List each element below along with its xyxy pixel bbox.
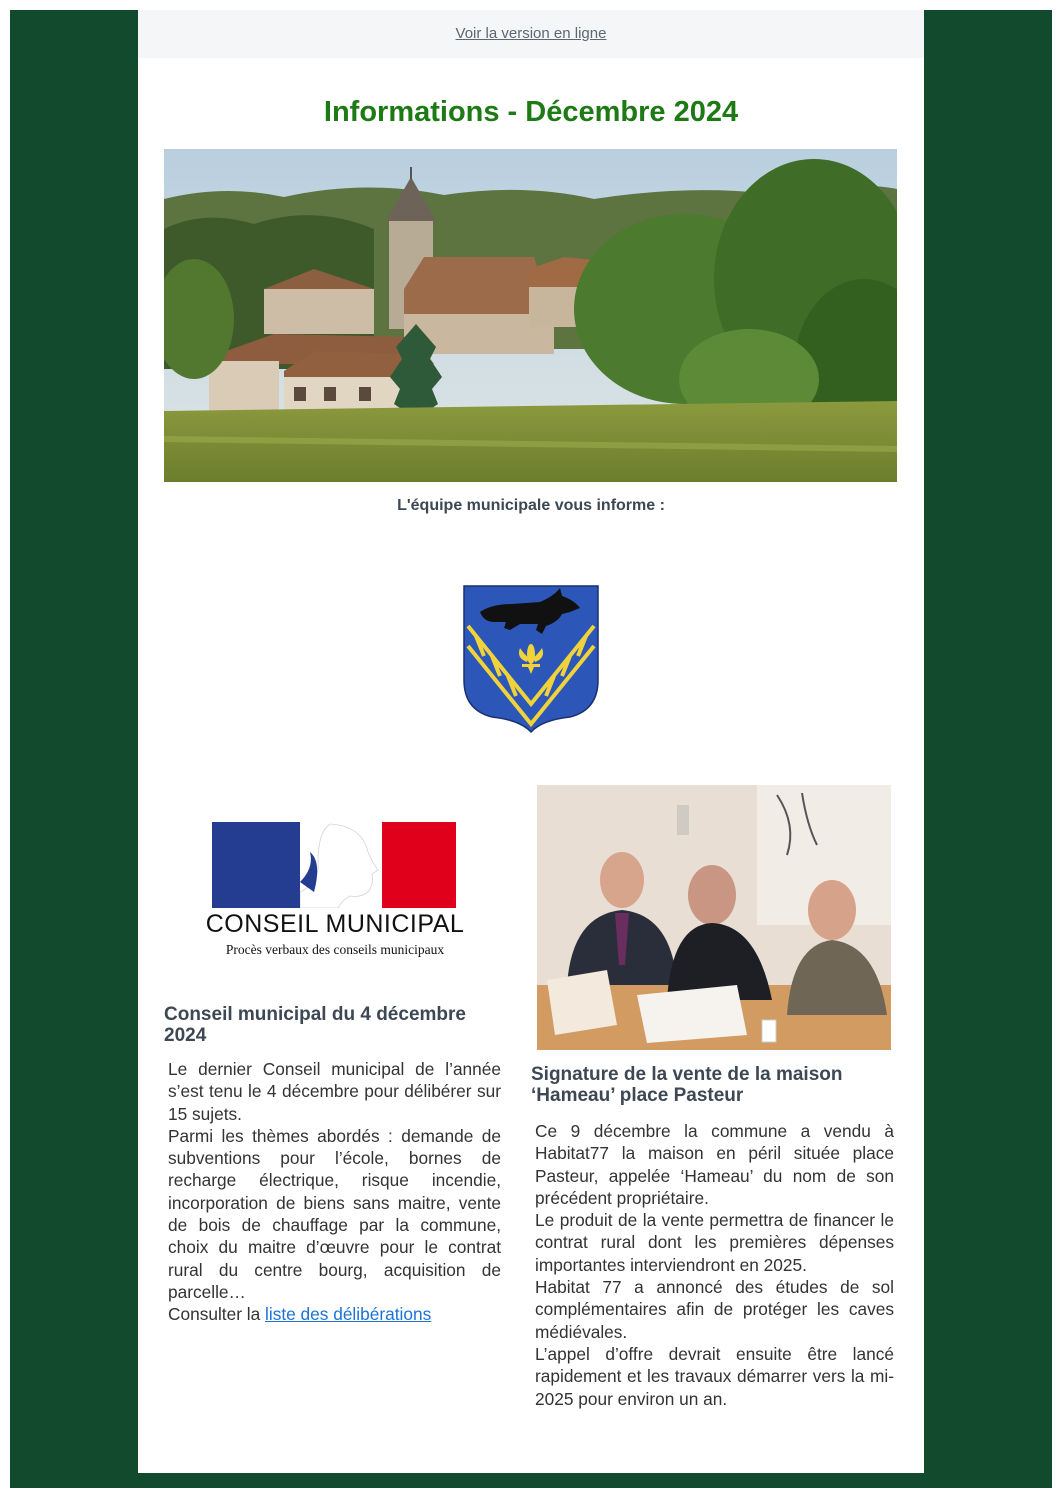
- village-hero-image: [164, 149, 897, 482]
- article-right-para-2: Le produit de la vente permettra de financer le contrat rural dont les premières dépenses importantes interviendront en 2025.: [535, 1210, 894, 1275]
- intro-subtitle: L'équipe municipale vous informe :: [397, 497, 665, 514]
- conseil-municipal-logo: [200, 818, 470, 962]
- council-logo-title: CONSEIL MUNICIPAL: [205, 910, 465, 938]
- article-left-para-2: Parmi les thèmes abordés : demande de subventions pour l’école, bornes de recharge électrique, risque incendie, incorporation de biens sans maitre, vente de bois de chauffage par la commune, choix du maitre d’œuvre pour le contrat rural du centre bourg, acquisition de parcelle…: [168, 1125, 501, 1302]
- article-left-heading: Conseil municipal du 4 décembre 2024: [164, 1004, 466, 1046]
- council-logo-subtitle: Procès verbaux des conseils municipaux: [225, 942, 445, 957]
- page-title: Informations - Décembre 2024: [323, 96, 739, 128]
- flag-blue-band: [212, 822, 300, 908]
- link-prefix: Consulter la: [168, 1304, 266, 1325]
- article-right-para-4: L’appel d’offre devrait ensuite être lancé rapidement et les travaux démarrer vers la mi-2025 pour environ un an.: [535, 1343, 894, 1409]
- deliberations-link[interactable]: liste des délibérations: [265, 1304, 432, 1325]
- article-right-para-3: Habitat 77 a annoncé des études de sol complémentaires afin de protéger les caves médiévales.: [535, 1277, 894, 1342]
- article-left-body: [168, 1058, 501, 1326]
- article-left-para-1: Le dernier Conseil municipal de l’année s’est tenu le 4 décembre pour délibérer sur 15 sujets.: [168, 1059, 501, 1124]
- article-right-heading: Signature de la vente de la maison ‘Hameau’ place Pasteur: [531, 1064, 843, 1106]
- view-online-link[interactable]: Voir la version en ligne: [455, 25, 607, 42]
- signing-photo: [537, 785, 891, 1050]
- article-left-link-line: [168, 1303, 501, 1325]
- flag-white-band: [300, 822, 382, 908]
- coat-of-arms: [458, 582, 604, 734]
- flag-red-band: [382, 822, 456, 908]
- article-right-body: [535, 1120, 894, 1410]
- article-right-para-1: Ce 9 décembre la commune a vendu à Habitat77 la maison en péril située place Pasteur, appelée ‘Hameau’ du nom de son précédent propriétaire.: [535, 1121, 894, 1208]
- topbar: [138, 10, 924, 58]
